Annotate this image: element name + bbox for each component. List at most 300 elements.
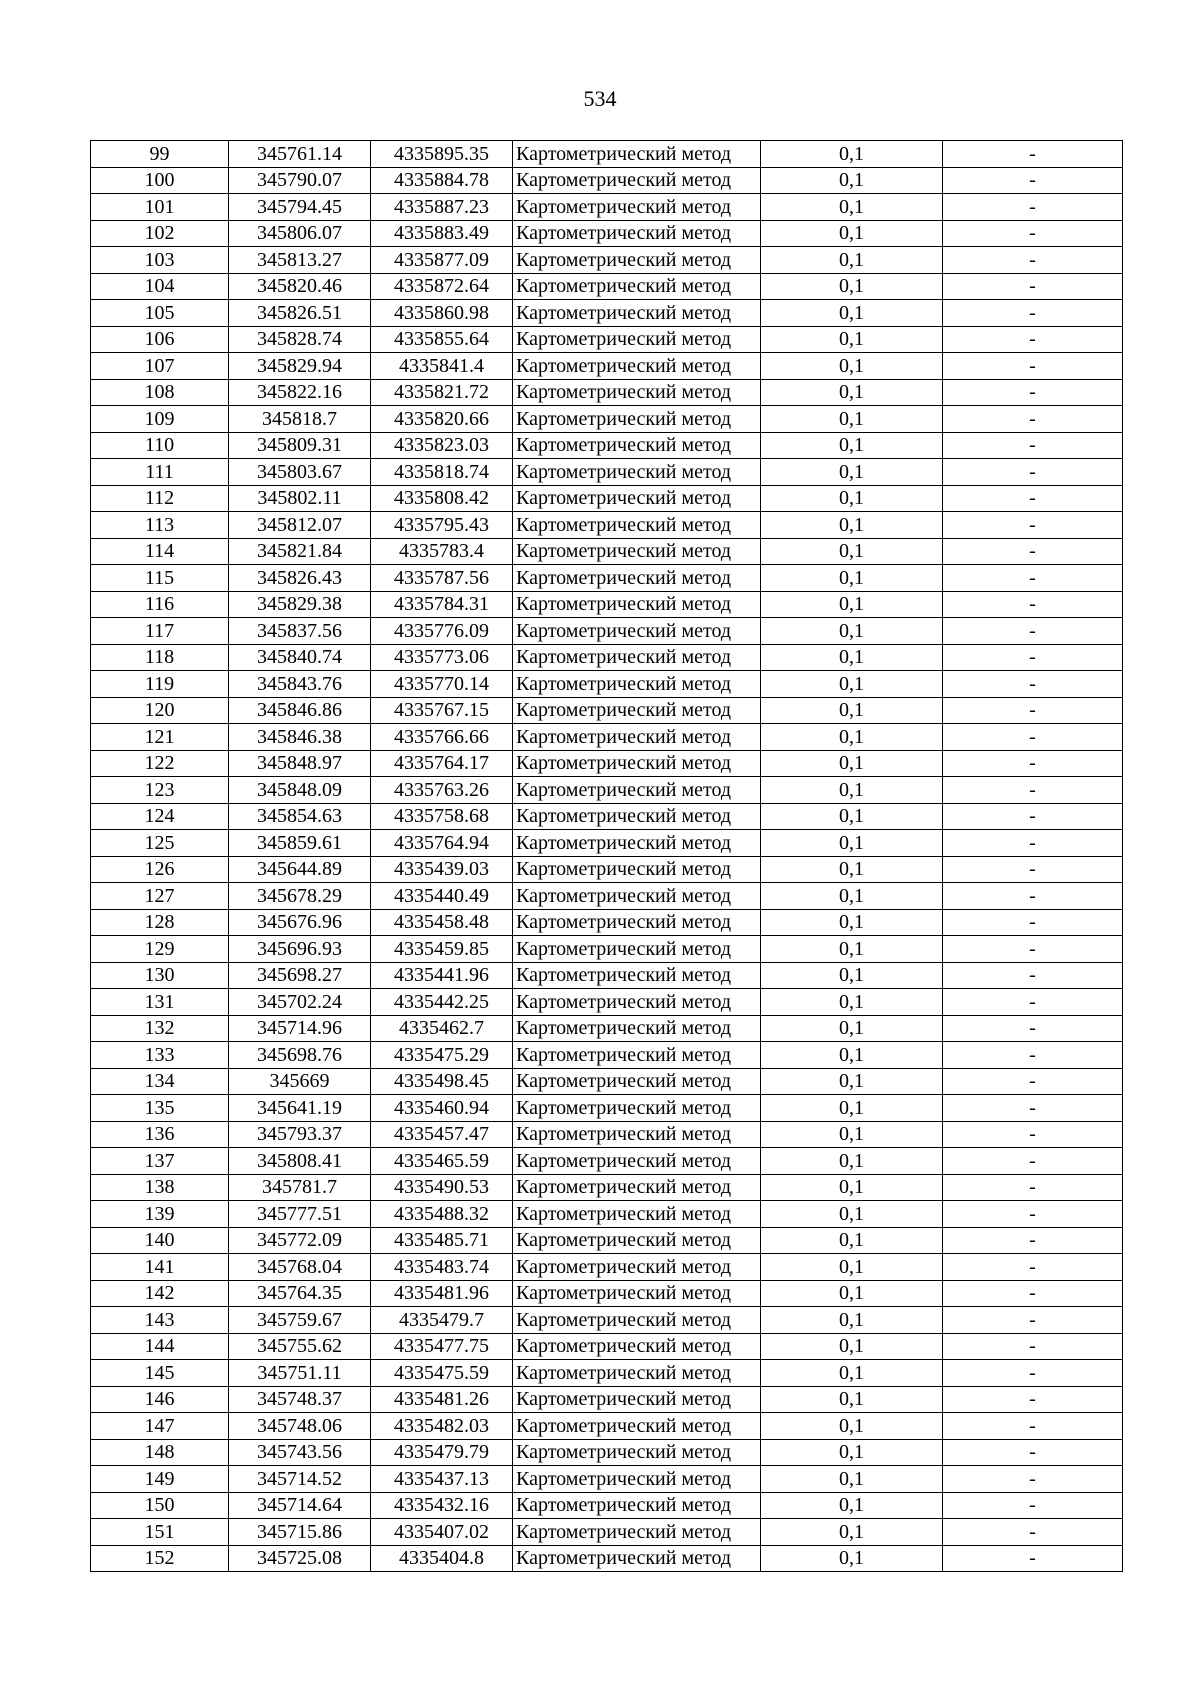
table-row [91, 326, 1123, 353]
y-coordinate-cell: 4335764.94 [371, 830, 513, 857]
point-number-cell: 136 [91, 1121, 229, 1148]
note-cell: - [943, 936, 1123, 963]
point-number-cell: 116 [91, 591, 229, 618]
method-cell: Картометрический метод [513, 962, 761, 989]
note-cell: - [943, 326, 1123, 353]
y-coordinate-cell: 4335439.03 [371, 856, 513, 883]
note-cell: - [943, 1121, 1123, 1148]
point-number-cell: 121 [91, 724, 229, 751]
table-row [91, 1095, 1123, 1122]
x-coordinate-cell: 345772.09 [229, 1227, 371, 1254]
table-row [91, 618, 1123, 645]
y-coordinate-cell: 4335490.53 [371, 1174, 513, 1201]
method-cell: Картометрический метод [513, 1227, 761, 1254]
table-row [91, 671, 1123, 698]
table-row [91, 1360, 1123, 1387]
accuracy-cell: 0,1 [761, 989, 943, 1016]
y-coordinate-cell: 4335860.98 [371, 300, 513, 327]
table-row [91, 379, 1123, 406]
note-cell: - [943, 194, 1123, 221]
method-cell: Картометрический метод [513, 1280, 761, 1307]
table-row [91, 565, 1123, 592]
note-cell: - [943, 1492, 1123, 1519]
x-coordinate-cell: 345781.7 [229, 1174, 371, 1201]
note-cell: - [943, 883, 1123, 910]
note-cell: - [943, 220, 1123, 247]
x-coordinate-cell: 345829.94 [229, 353, 371, 380]
table-row [91, 1015, 1123, 1042]
method-cell: Картометрический метод [513, 1015, 761, 1042]
point-number-cell: 107 [91, 353, 229, 380]
x-coordinate-cell: 345702.24 [229, 989, 371, 1016]
y-coordinate-cell: 4335767.15 [371, 697, 513, 724]
point-number-cell: 147 [91, 1413, 229, 1440]
y-coordinate-cell: 4335482.03 [371, 1413, 513, 1440]
accuracy-cell: 0,1 [761, 1413, 943, 1440]
y-coordinate-cell: 4335437.13 [371, 1466, 513, 1493]
x-coordinate-cell: 345822.16 [229, 379, 371, 406]
y-coordinate-cell: 4335763.26 [371, 777, 513, 804]
accuracy-cell: 0,1 [761, 618, 943, 645]
x-coordinate-cell: 345848.09 [229, 777, 371, 804]
x-coordinate-cell: 345698.76 [229, 1042, 371, 1069]
point-number-cell: 131 [91, 989, 229, 1016]
table-row [91, 644, 1123, 671]
note-cell: - [943, 1095, 1123, 1122]
accuracy-cell: 0,1 [761, 936, 943, 963]
accuracy-cell: 0,1 [761, 459, 943, 486]
point-number-cell: 111 [91, 459, 229, 486]
method-cell: Картометрический метод [513, 724, 761, 751]
accuracy-cell: 0,1 [761, 1492, 943, 1519]
note-cell: - [943, 485, 1123, 512]
method-cell: Картометрический метод [513, 379, 761, 406]
method-cell: Картометрический метод [513, 141, 761, 168]
x-coordinate-cell: 345644.89 [229, 856, 371, 883]
accuracy-cell: 0,1 [761, 1148, 943, 1175]
x-coordinate-cell: 345777.51 [229, 1201, 371, 1228]
accuracy-cell: 0,1 [761, 1439, 943, 1466]
note-cell: - [943, 1280, 1123, 1307]
note-cell: - [943, 1439, 1123, 1466]
point-number-cell: 132 [91, 1015, 229, 1042]
note-cell: - [943, 750, 1123, 777]
y-coordinate-cell: 4335884.78 [371, 167, 513, 194]
point-number-cell: 127 [91, 883, 229, 910]
accuracy-cell: 0,1 [761, 141, 943, 168]
accuracy-cell: 0,1 [761, 1254, 943, 1281]
note-cell: - [943, 989, 1123, 1016]
accuracy-cell: 0,1 [761, 1068, 943, 1095]
accuracy-cell: 0,1 [761, 671, 943, 698]
accuracy-cell: 0,1 [761, 353, 943, 380]
y-coordinate-cell: 4335477.75 [371, 1333, 513, 1360]
y-coordinate-cell: 4335483.74 [371, 1254, 513, 1281]
accuracy-cell: 0,1 [761, 856, 943, 883]
x-coordinate-cell: 345715.86 [229, 1519, 371, 1546]
method-cell: Картометрический метод [513, 830, 761, 857]
method-cell: Картометрический метод [513, 1439, 761, 1466]
x-coordinate-cell: 345837.56 [229, 618, 371, 645]
point-number-cell: 102 [91, 220, 229, 247]
y-coordinate-cell: 4335877.09 [371, 247, 513, 274]
table-row [91, 856, 1123, 883]
accuracy-cell: 0,1 [761, 1095, 943, 1122]
point-number-cell: 118 [91, 644, 229, 671]
point-number-cell: 140 [91, 1227, 229, 1254]
table-row [91, 1254, 1123, 1281]
accuracy-cell: 0,1 [761, 194, 943, 221]
note-cell: - [943, 1545, 1123, 1572]
note-cell: - [943, 538, 1123, 565]
table-row [91, 194, 1123, 221]
method-cell: Картометрический метод [513, 1519, 761, 1546]
note-cell: - [943, 591, 1123, 618]
table-row [91, 273, 1123, 300]
accuracy-cell: 0,1 [761, 1121, 943, 1148]
accuracy-cell: 0,1 [761, 512, 943, 539]
table-row [91, 353, 1123, 380]
y-coordinate-cell: 4335479.7 [371, 1307, 513, 1334]
x-coordinate-cell: 345725.08 [229, 1545, 371, 1572]
table-row [91, 1333, 1123, 1360]
method-cell: Картометрический метод [513, 750, 761, 777]
x-coordinate-cell: 345826.43 [229, 565, 371, 592]
point-number-cell: 143 [91, 1307, 229, 1334]
y-coordinate-cell: 4335479.79 [371, 1439, 513, 1466]
table-row [91, 830, 1123, 857]
x-coordinate-cell: 345641.19 [229, 1095, 371, 1122]
accuracy-cell: 0,1 [761, 406, 943, 433]
accuracy-cell: 0,1 [761, 432, 943, 459]
note-cell: - [943, 1413, 1123, 1440]
x-coordinate-cell: 345846.38 [229, 724, 371, 751]
table-row [91, 750, 1123, 777]
note-cell: - [943, 1360, 1123, 1387]
accuracy-cell: 0,1 [761, 379, 943, 406]
table-row [91, 936, 1123, 963]
note-cell: - [943, 379, 1123, 406]
point-number-cell: 133 [91, 1042, 229, 1069]
table-row [91, 247, 1123, 274]
point-number-cell: 108 [91, 379, 229, 406]
x-coordinate-cell: 345669 [229, 1068, 371, 1095]
y-coordinate-cell: 4335823.03 [371, 432, 513, 459]
y-coordinate-cell: 4335758.68 [371, 803, 513, 830]
y-coordinate-cell: 4335458.48 [371, 909, 513, 936]
method-cell: Картометрический метод [513, 1042, 761, 1069]
accuracy-cell: 0,1 [761, 1333, 943, 1360]
accuracy-cell: 0,1 [761, 1201, 943, 1228]
y-coordinate-cell: 4335821.72 [371, 379, 513, 406]
x-coordinate-cell: 345794.45 [229, 194, 371, 221]
method-cell: Картометрический метод [513, 273, 761, 300]
x-coordinate-cell: 345843.76 [229, 671, 371, 698]
x-coordinate-cell: 345759.67 [229, 1307, 371, 1334]
point-number-cell: 103 [91, 247, 229, 274]
point-number-cell: 120 [91, 697, 229, 724]
y-coordinate-cell: 4335498.45 [371, 1068, 513, 1095]
method-cell: Картометрический метод [513, 1095, 761, 1122]
note-cell: - [943, 1466, 1123, 1493]
table-row [91, 909, 1123, 936]
note-cell: - [943, 856, 1123, 883]
table-row [91, 1174, 1123, 1201]
y-coordinate-cell: 4335773.06 [371, 644, 513, 671]
point-number-cell: 135 [91, 1095, 229, 1122]
note-cell: - [943, 671, 1123, 698]
method-cell: Картометрический метод [513, 591, 761, 618]
y-coordinate-cell: 4335485.71 [371, 1227, 513, 1254]
accuracy-cell: 0,1 [761, 644, 943, 671]
note-cell: - [943, 962, 1123, 989]
accuracy-cell: 0,1 [761, 1015, 943, 1042]
accuracy-cell: 0,1 [761, 750, 943, 777]
y-coordinate-cell: 4335475.59 [371, 1360, 513, 1387]
table-row [91, 432, 1123, 459]
y-coordinate-cell: 4335481.96 [371, 1280, 513, 1307]
method-cell: Картометрический метод [513, 936, 761, 963]
point-number-cell: 105 [91, 300, 229, 327]
y-coordinate-cell: 4335457.47 [371, 1121, 513, 1148]
method-cell: Картометрический метод [513, 565, 761, 592]
note-cell: - [943, 1068, 1123, 1095]
y-coordinate-cell: 4335820.66 [371, 406, 513, 433]
point-number-cell: 123 [91, 777, 229, 804]
table-row [91, 141, 1123, 168]
note-cell: - [943, 141, 1123, 168]
method-cell: Картометрический метод [513, 803, 761, 830]
x-coordinate-cell: 345818.7 [229, 406, 371, 433]
note-cell: - [943, 1519, 1123, 1546]
table-row [91, 1148, 1123, 1175]
point-number-cell: 113 [91, 512, 229, 539]
point-number-cell: 142 [91, 1280, 229, 1307]
x-coordinate-cell: 345748.06 [229, 1413, 371, 1440]
table-row [91, 538, 1123, 565]
y-coordinate-cell: 4335460.94 [371, 1095, 513, 1122]
accuracy-cell: 0,1 [761, 1519, 943, 1546]
x-coordinate-cell: 345764.35 [229, 1280, 371, 1307]
x-coordinate-cell: 345748.37 [229, 1386, 371, 1413]
table-row [91, 1227, 1123, 1254]
method-cell: Картометрический метод [513, 194, 761, 221]
accuracy-cell: 0,1 [761, 777, 943, 804]
accuracy-cell: 0,1 [761, 167, 943, 194]
note-cell: - [943, 830, 1123, 857]
y-coordinate-cell: 4335855.64 [371, 326, 513, 353]
note-cell: - [943, 273, 1123, 300]
y-coordinate-cell: 4335766.66 [371, 724, 513, 751]
accuracy-cell: 0,1 [761, 1174, 943, 1201]
note-cell: - [943, 1042, 1123, 1069]
method-cell: Картометрический метод [513, 459, 761, 486]
method-cell: Картометрический метод [513, 512, 761, 539]
x-coordinate-cell: 345820.46 [229, 273, 371, 300]
accuracy-cell: 0,1 [761, 883, 943, 910]
note-cell: - [943, 167, 1123, 194]
accuracy-cell: 0,1 [761, 538, 943, 565]
y-coordinate-cell: 4335841.4 [371, 353, 513, 380]
point-number-cell: 126 [91, 856, 229, 883]
table-row [91, 1413, 1123, 1440]
method-cell: Картометрический метод [513, 618, 761, 645]
note-cell: - [943, 1254, 1123, 1281]
y-coordinate-cell: 4335488.32 [371, 1201, 513, 1228]
accuracy-cell: 0,1 [761, 1042, 943, 1069]
table-row [91, 591, 1123, 618]
x-coordinate-cell: 345768.04 [229, 1254, 371, 1281]
note-cell: - [943, 1148, 1123, 1175]
point-number-cell: 110 [91, 432, 229, 459]
table-row [91, 1439, 1123, 1466]
point-number-cell: 114 [91, 538, 229, 565]
x-coordinate-cell: 345809.31 [229, 432, 371, 459]
y-coordinate-cell: 4335407.02 [371, 1519, 513, 1546]
y-coordinate-cell: 4335475.29 [371, 1042, 513, 1069]
x-coordinate-cell: 345676.96 [229, 909, 371, 936]
note-cell: - [943, 644, 1123, 671]
point-number-cell: 128 [91, 909, 229, 936]
method-cell: Картометрический метод [513, 1201, 761, 1228]
point-number-cell: 151 [91, 1519, 229, 1546]
y-coordinate-cell: 4335481.26 [371, 1386, 513, 1413]
method-cell: Картометрический метод [513, 1386, 761, 1413]
note-cell: - [943, 777, 1123, 804]
table-row [91, 1068, 1123, 1095]
y-coordinate-cell: 4335787.56 [371, 565, 513, 592]
note-cell: - [943, 459, 1123, 486]
method-cell: Картометрический метод [513, 300, 761, 327]
table-row [91, 883, 1123, 910]
x-coordinate-cell: 345714.96 [229, 1015, 371, 1042]
note-cell: - [943, 247, 1123, 274]
point-number-cell: 139 [91, 1201, 229, 1228]
accuracy-cell: 0,1 [761, 591, 943, 618]
coordinates-table [90, 140, 1123, 1572]
accuracy-cell: 0,1 [761, 300, 943, 327]
accuracy-cell: 0,1 [761, 830, 943, 857]
accuracy-cell: 0,1 [761, 1466, 943, 1493]
method-cell: Картометрический метод [513, 167, 761, 194]
table-row [91, 1545, 1123, 1572]
point-number-cell: 122 [91, 750, 229, 777]
method-cell: Картометрический метод [513, 1307, 761, 1334]
point-number-cell: 119 [91, 671, 229, 698]
x-coordinate-cell: 345751.11 [229, 1360, 371, 1387]
x-coordinate-cell: 345761.14 [229, 141, 371, 168]
table-row [91, 1466, 1123, 1493]
method-cell: Картометрический метод [513, 1254, 761, 1281]
x-coordinate-cell: 345828.74 [229, 326, 371, 353]
method-cell: Картометрический метод [513, 1466, 761, 1493]
method-cell: Картометрический метод [513, 1413, 761, 1440]
x-coordinate-cell: 345808.41 [229, 1148, 371, 1175]
table-row [91, 485, 1123, 512]
point-number-cell: 144 [91, 1333, 229, 1360]
y-coordinate-cell: 4335872.64 [371, 273, 513, 300]
method-cell: Картометрический метод [513, 485, 761, 512]
method-cell: Картометрический метод [513, 1068, 761, 1095]
table-row [91, 803, 1123, 830]
y-coordinate-cell: 4335465.59 [371, 1148, 513, 1175]
coordinates-table-body [91, 141, 1123, 1572]
note-cell: - [943, 1227, 1123, 1254]
x-coordinate-cell: 345821.84 [229, 538, 371, 565]
y-coordinate-cell: 4335440.49 [371, 883, 513, 910]
table-row [91, 300, 1123, 327]
y-coordinate-cell: 4335770.14 [371, 671, 513, 698]
point-number-cell: 146 [91, 1386, 229, 1413]
point-number-cell: 150 [91, 1492, 229, 1519]
x-coordinate-cell: 345698.27 [229, 962, 371, 989]
x-coordinate-cell: 345846.86 [229, 697, 371, 724]
method-cell: Картометрический метод [513, 1492, 761, 1519]
accuracy-cell: 0,1 [761, 803, 943, 830]
y-coordinate-cell: 4335462.7 [371, 1015, 513, 1042]
method-cell: Картометрический метод [513, 671, 761, 698]
point-number-cell: 106 [91, 326, 229, 353]
method-cell: Картометрический метод [513, 220, 761, 247]
point-number-cell: 125 [91, 830, 229, 857]
method-cell: Картометрический метод [513, 1174, 761, 1201]
method-cell: Картометрический метод [513, 1121, 761, 1148]
x-coordinate-cell: 345854.63 [229, 803, 371, 830]
page-number: 534 [583, 86, 617, 111]
accuracy-cell: 0,1 [761, 1360, 943, 1387]
method-cell: Картометрический метод [513, 1545, 761, 1572]
y-coordinate-cell: 4335795.43 [371, 512, 513, 539]
note-cell: - [943, 512, 1123, 539]
method-cell: Картометрический метод [513, 1360, 761, 1387]
x-coordinate-cell: 345755.62 [229, 1333, 371, 1360]
y-coordinate-cell: 4335441.96 [371, 962, 513, 989]
table-row [91, 167, 1123, 194]
y-coordinate-cell: 4335818.74 [371, 459, 513, 486]
point-number-cell: 115 [91, 565, 229, 592]
point-number-cell: 130 [91, 962, 229, 989]
accuracy-cell: 0,1 [761, 1227, 943, 1254]
table-row [91, 459, 1123, 486]
method-cell: Картометрический метод [513, 989, 761, 1016]
x-coordinate-cell: 345790.07 [229, 167, 371, 194]
note-cell: - [943, 1174, 1123, 1201]
note-cell: - [943, 565, 1123, 592]
note-cell: - [943, 1386, 1123, 1413]
point-number-cell: 99 [91, 141, 229, 168]
x-coordinate-cell: 345813.27 [229, 247, 371, 274]
accuracy-cell: 0,1 [761, 247, 943, 274]
note-cell: - [943, 1307, 1123, 1334]
method-cell: Картометрический метод [513, 353, 761, 380]
y-coordinate-cell: 4335883.49 [371, 220, 513, 247]
table-row [91, 1280, 1123, 1307]
accuracy-cell: 0,1 [761, 326, 943, 353]
accuracy-cell: 0,1 [761, 697, 943, 724]
y-coordinate-cell: 4335764.17 [371, 750, 513, 777]
point-number-cell: 148 [91, 1439, 229, 1466]
table-row [91, 1307, 1123, 1334]
table-row [91, 220, 1123, 247]
point-number-cell: 104 [91, 273, 229, 300]
y-coordinate-cell: 4335895.35 [371, 141, 513, 168]
accuracy-cell: 0,1 [761, 962, 943, 989]
method-cell: Картометрический метод [513, 1148, 761, 1175]
method-cell: Картометрический метод [513, 1333, 761, 1360]
table-row [91, 724, 1123, 751]
table-row [91, 512, 1123, 539]
x-coordinate-cell: 345793.37 [229, 1121, 371, 1148]
